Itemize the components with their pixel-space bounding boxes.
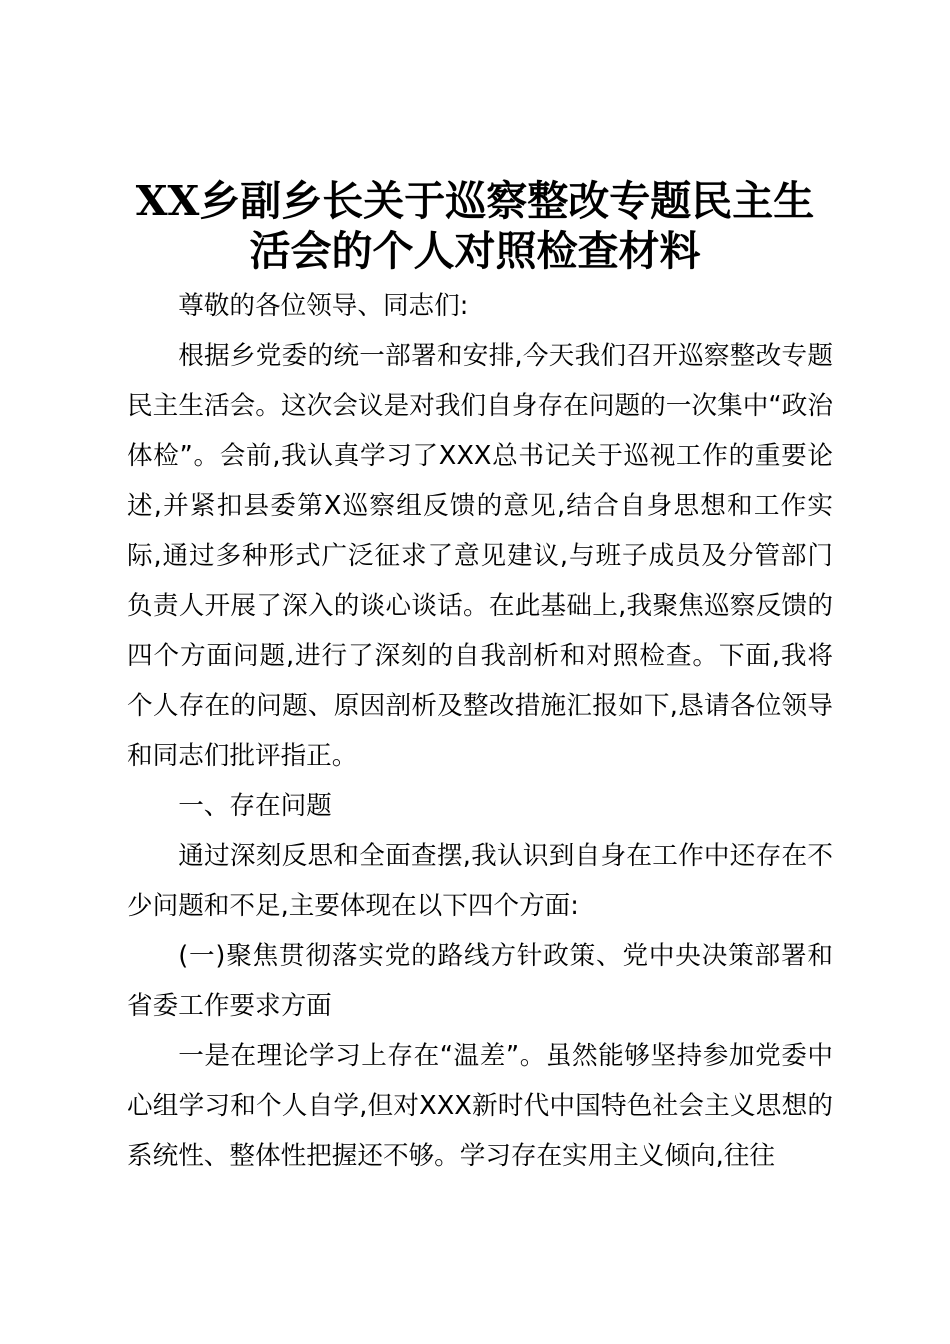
document-title: XX乡副乡长关于巡察整改专题民主生活会的个人对照检查材料 bbox=[135, 177, 815, 275]
subsection-heading: (一)聚焦贯彻落实党的路线方针政策、党中央决策部署和省委工作要求方面 bbox=[127, 941, 833, 1021]
salutation-paragraph: 尊敬的各位领导、同志们: bbox=[178, 291, 469, 321]
section-intro-paragraph: 通过深刻反思和全面查摆,我认识到自身在工作中还存在不少问题和不足,主要体现在以下四个方面: bbox=[127, 841, 833, 921]
document-body bbox=[127, 281, 833, 1181]
intro-paragraph: 根据乡党委的统一部署和安排,今天我们召开巡察整改专题民主生活会。这次会议是对我们自身存在问题的一次集中“政治体检”。会前,我认真学习了XXX总书记关于巡视工作的重要论述,并紧扣县委第X巡察组反馈的意见,结合自身思想和工作实际,通过多种形式广泛征求了意见建议,与班子成员及分管部门负责人开展了深入的谈心谈话。在此基础上,我聚焦巡察反馈的四个方面问题,进行了深刻的自我剖析和对照检查。下面,我将个人存在的问题、原因剖析及整改措施汇报如下,恳请各位领导和同志们批评指正。 bbox=[127, 341, 833, 771]
section-heading: 一、存在问题 bbox=[178, 791, 332, 821]
point-one-paragraph: 一是在理论学习上存在“温差”。虽然能够坚持参加党委中心组学习和个人自学,但对XXX新时代中国特色社会主义思想的系统性、整体性把握还不够。学习存在实用主义倾向,往往 bbox=[127, 1041, 833, 1171]
